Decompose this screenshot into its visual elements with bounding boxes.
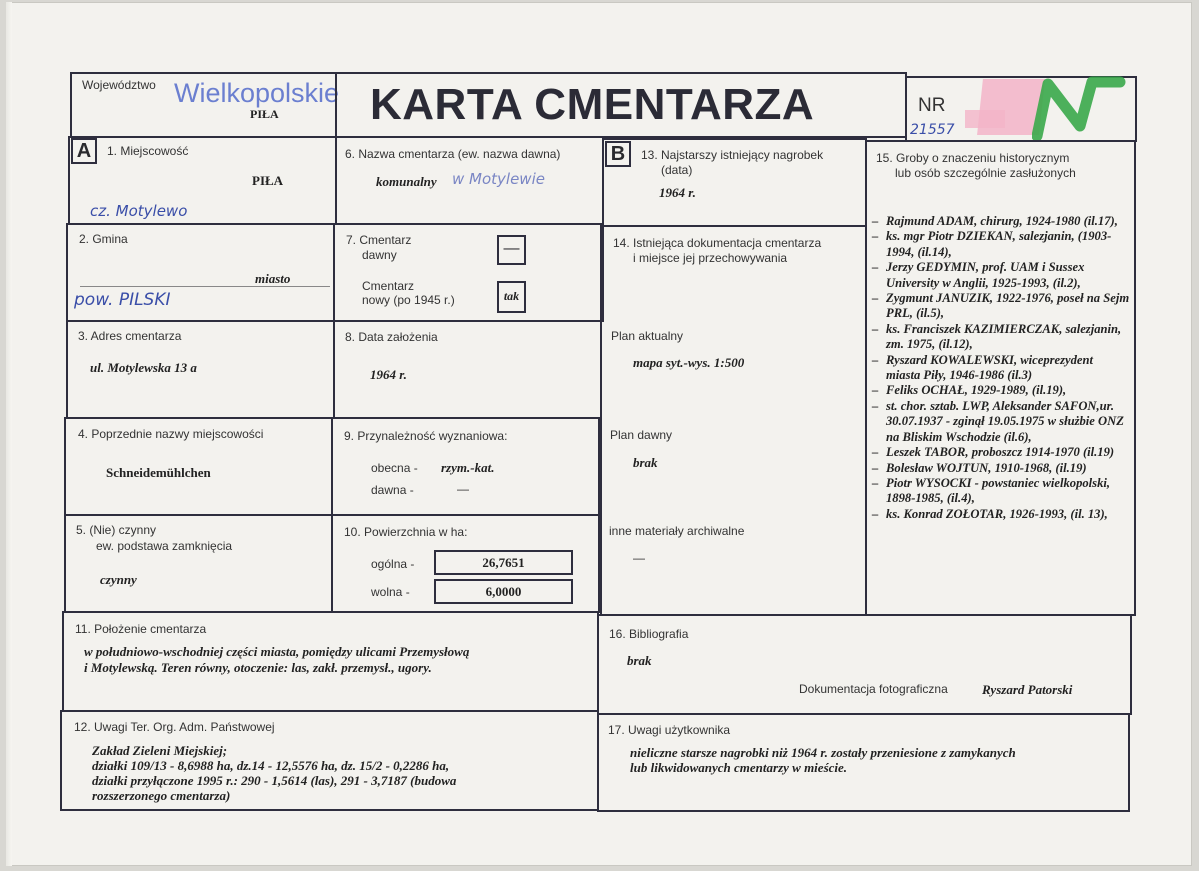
field-10-free-box: 6,0000 bbox=[434, 579, 573, 604]
field-7-old-sublabel: dawny bbox=[362, 248, 397, 262]
field-5-value: czynny bbox=[100, 572, 137, 587]
field-8-label: 8. Data założenia bbox=[345, 330, 438, 344]
field-6-handwriting: w Motylewie bbox=[452, 170, 545, 188]
field-16-value: brak bbox=[627, 653, 652, 668]
voivodeship-label: Województwo bbox=[82, 78, 156, 92]
field-13-value: 1964 r. bbox=[659, 185, 696, 200]
field-14-label: 14. Istniejąca dokumentacja cmentarza bbox=[613, 236, 822, 250]
field-9-former-value: — bbox=[457, 482, 469, 496]
plan-old-value: brak bbox=[633, 455, 658, 470]
field-2-underline bbox=[80, 286, 330, 287]
pink-highlight-small bbox=[965, 110, 1005, 128]
field-9-current-value: rzym.-kat. bbox=[441, 460, 495, 475]
plan-old-label: Plan dawny bbox=[610, 428, 673, 442]
field-4-label: 4. Poprzednie nazwy miejscowości bbox=[78, 427, 264, 441]
paper-edge bbox=[6, 2, 12, 866]
grave-entry: – Feliks OCHAŁ, 1929-1989, (il.19), bbox=[872, 383, 1130, 398]
field-9-former-label: dawna - bbox=[371, 483, 414, 497]
field-16-label: 16. Bibliografia bbox=[609, 627, 689, 641]
plan-current-value: mapa syt.-wys. 1:500 bbox=[633, 355, 745, 370]
grave-entry: – Piotr WYSOCKI - powstaniec wielkopolski, 1898-1985, (il.4), bbox=[872, 476, 1130, 507]
grave-entry: – ks. mgr Piotr DZIEKAN, salezjanin, (1903-1994, (il.14), bbox=[872, 229, 1130, 260]
field-11-line-1: w południowo-wschodniej części miasta, pomiędzy ulicami Przemysłową bbox=[84, 644, 470, 659]
field-6-label: 6. Nazwa cmentarza (ew. nazwa dawna) bbox=[345, 147, 561, 161]
grave-entry: – st. chor. sztab. LWP, Aleksander SAFON,ur. 30.07.1937 - zginął 19.05.1975 w służbie ONZ na Bliskim Wschodzie (il.6), bbox=[872, 399, 1130, 445]
field-6-value: komunalny bbox=[376, 174, 437, 189]
grave-entry: – ks. Konrad ZOŁOTAR, 1926-1993, (il. 13), bbox=[872, 507, 1130, 522]
field-1-handwriting: cz. Motylewo bbox=[90, 202, 188, 220]
grave-entry: – Bolesław WOJTUN, 1910-1968, (il.19) bbox=[872, 461, 1130, 476]
field-12-line-4: rozszerzonego cmentarza) bbox=[92, 788, 231, 803]
grave-entry: – Zygmunt JANUZIK, 1922-1976, poseł na Sejm PRL, (il.5), bbox=[872, 291, 1130, 322]
field-5-sublabel: ew. podstawa zamknięcia bbox=[96, 539, 233, 553]
field-10-label: 10. Powierzchnia w ha: bbox=[344, 525, 468, 539]
field-4-value: Schneidemühlchen bbox=[106, 465, 211, 480]
grave-entry: – Leszek TABOR, proboszcz 1914-1970 (il.19) bbox=[872, 445, 1130, 460]
field-3-label: 3. Adres cmentarza bbox=[78, 329, 182, 343]
field-10-free-label: wolna - bbox=[371, 585, 410, 599]
field-7-new-box: tak bbox=[497, 281, 526, 313]
field-10-total-box: 26,7651 bbox=[434, 550, 573, 575]
field-7-old-box: — bbox=[497, 235, 526, 265]
field-12-line-1: Zakład Zieleni Miejskiej; bbox=[92, 743, 228, 758]
voivodeship-sub: PIŁA bbox=[250, 107, 279, 121]
field-10-total-label: ogólna - bbox=[371, 557, 415, 571]
section-a-badge: A bbox=[71, 138, 97, 164]
nr-value: 21557 bbox=[910, 122, 955, 138]
field-5-label: 5. (Nie) czynny bbox=[76, 523, 157, 537]
green-marker-stroke bbox=[1032, 76, 1127, 140]
field-12-line-2: działki 109/13 - 8,6988 ha, dz.14 - 12,5576 ha, dz. 15/2 - 0,2286 ha, bbox=[92, 758, 450, 773]
other-materials-value: — bbox=[633, 551, 645, 565]
field-17-line-1: nieliczne starsze nagrobki niż 1964 r. zostały przeniesione z zamykanych bbox=[630, 745, 1016, 760]
grave-entry: – Rajmund ADAM, chirurg, 1924-1980 (il.17), bbox=[872, 214, 1130, 229]
voivodeship-stamp: Wielkopolskie bbox=[174, 78, 340, 108]
other-materials-label: inne materiały archiwalne bbox=[609, 524, 745, 538]
field-11-label: 11. Położenie cmentarza bbox=[75, 622, 207, 636]
field-17-line-2: lub likwidowanych cmentarzy w mieście. bbox=[630, 760, 848, 775]
nr-label: NR bbox=[918, 95, 946, 116]
field-8-value: 1964 r. bbox=[370, 367, 407, 382]
plan-current-label: Plan aktualny bbox=[611, 329, 684, 343]
field-11-line-2: i Motylewską. Teren równy, otoczenie: las, zakł. przemysł., ugory. bbox=[84, 660, 432, 675]
field-14-sublabel: i miejsce jej przechowywania bbox=[633, 251, 788, 265]
field-9-current-label: obecna - bbox=[371, 461, 418, 475]
field-2-label: 2. Gmina bbox=[79, 232, 128, 246]
photo-doc-value: Ryszard Patorski bbox=[982, 682, 1073, 697]
field-13-label: 13. Najstarszy istniejący nagrobek bbox=[641, 148, 824, 162]
grave-entry: – Ryszard KOWALEWSKI, wiceprezydent miasta Piły, 1946-1986 (il.3) bbox=[872, 353, 1130, 384]
field-7-new-label: Cmentarz bbox=[362, 279, 415, 293]
field-15-label: 15. Groby o znaczeniu historycznym bbox=[876, 151, 1070, 165]
field-9-label: 9. Przynależność wyznaniowa: bbox=[344, 429, 508, 443]
field-2-handwriting: pow. PILSKI bbox=[74, 290, 171, 310]
field-1-label: 1. Miejscowość bbox=[107, 144, 189, 158]
grave-entry: – Jerzy GEDYMIN, prof. UAM i Sussex University w Anglii, 1925-1993, (il.2), bbox=[872, 260, 1130, 291]
field-2-value: miasto bbox=[255, 271, 291, 286]
field-12-line-3: działki przyłączone 1995 r.: 290 - 1,5614 (las), 291 - 3,7187 (budowa bbox=[92, 773, 457, 788]
page-title: KARTA CMENTARZA bbox=[370, 80, 815, 129]
field-13-sublabel: (data) bbox=[661, 163, 693, 177]
photo-doc-label: Dokumentacja fotograficzna bbox=[799, 682, 948, 696]
field-3-value: ul. Motylewska 13 a bbox=[90, 360, 197, 375]
graves-list bbox=[872, 214, 1130, 522]
grave-entry: – ks. Franciszek KAZIMIERCZAK, salezjanin, zm. 1975, (il.12), bbox=[872, 322, 1130, 353]
field-1-value: PIŁA bbox=[252, 173, 284, 188]
field-17-label: 17. Uwagi użytkownika bbox=[608, 723, 731, 737]
field-12-label: 12. Uwagi Ter. Org. Adm. Państwowej bbox=[74, 720, 275, 734]
field-15-sublabel: lub osób szczególnie zasłużonych bbox=[895, 166, 1076, 180]
field-7-old-label: 7. Cmentarz bbox=[346, 233, 412, 247]
section-b-badge: B bbox=[605, 141, 631, 167]
field-7-new-sublabel: nowy (po 1945 r.) bbox=[362, 293, 455, 307]
